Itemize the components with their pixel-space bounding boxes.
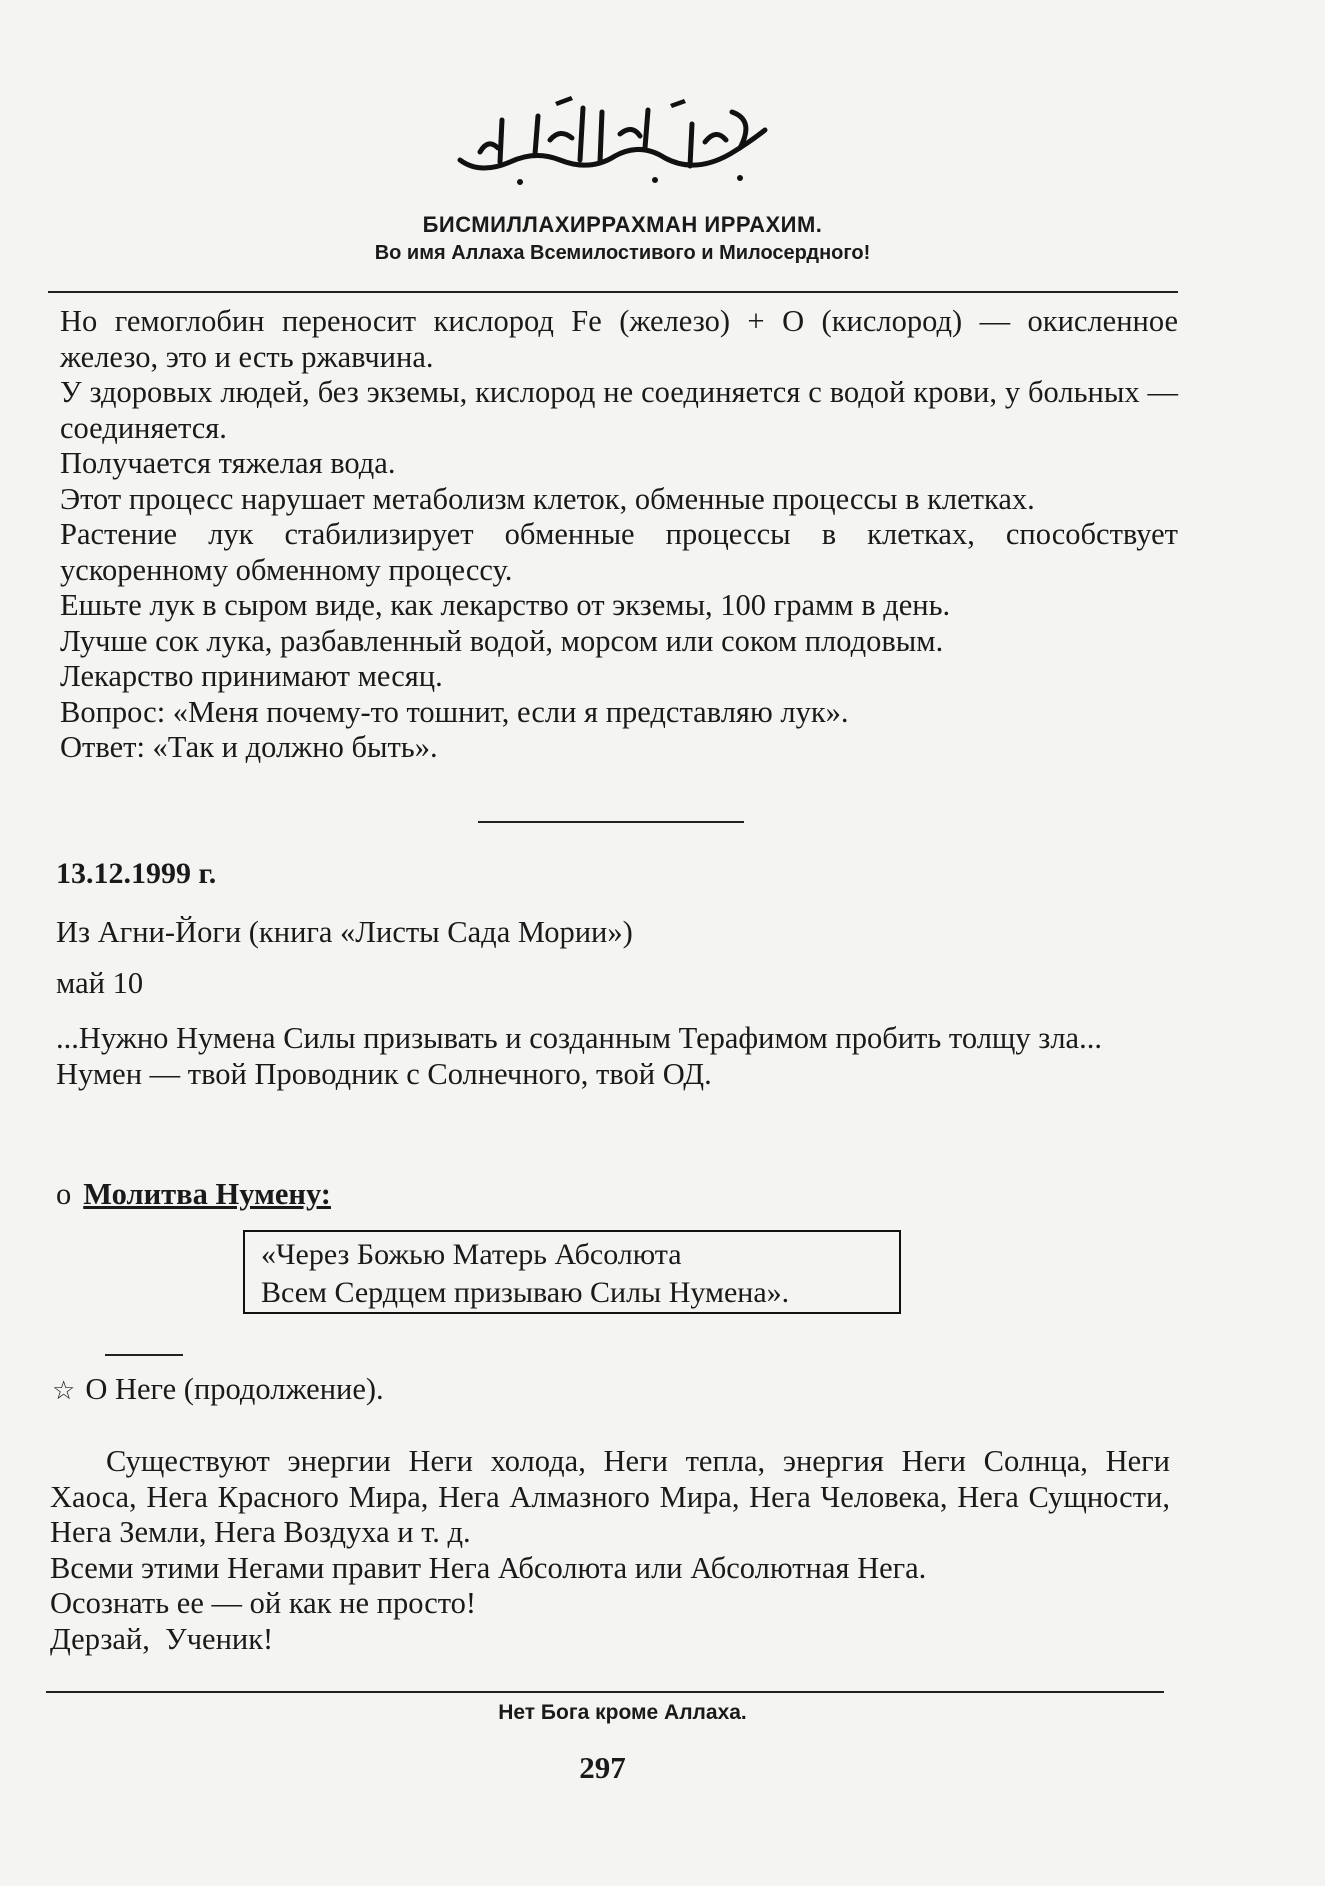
section-heading	[52, 1372, 384, 1407]
prayer-box	[243, 1230, 901, 1314]
paragraph: Ответ: «Так и должно быть».	[60, 730, 438, 764]
prayer-line: «Через Божью Матерь Абсолюта	[261, 1238, 682, 1271]
paragraph: Ешьте лук в сыром виде, как лекарство от экземы, 100 грамм в день.	[60, 588, 951, 622]
prayer-line: Всем Сердцем призываю Силы Нумена».	[261, 1276, 790, 1309]
prayer-heading	[56, 1177, 331, 1212]
quote-line: ...Нужно Нумена Силы призывать и созданным Терафимом пробить толщу зла...	[56, 1021, 1102, 1055]
header-title: БИСМИЛЛАХИРРАХМАН ИРРАХИМ.	[422, 212, 823, 237]
section-divider	[478, 821, 744, 823]
header-divider	[48, 291, 1178, 293]
page-number: 297	[579, 1750, 626, 1785]
paragraph: Существуют энергии Неги холода, Неги тепла, энергия Неги Солнца, Неги Хаоса, Нега Красного Мира, Нега Алмазного Мира, Нега Человека, Нега Сущности, Нега Земли, Нега Воздуха и т. д.	[50, 1444, 1170, 1549]
header-subtitle: Во имя Аллаха Всемилостивого и Милосердного!	[374, 242, 871, 264]
paragraph: Лучше сок лука, разбавленный водой, морсом или соком плодовым.	[60, 623, 944, 658]
paragraph: Вопрос: «Меня почему-то тошнит, если я представляю лук».	[60, 694, 849, 729]
section-heading-label: О Неге (продолжение).	[85, 1372, 384, 1406]
nega-text	[50, 1444, 1170, 1657]
paragraph: Растение лук стабилизирует обменные процессы в клетках, способствует ускоренному обменному процессу.	[60, 517, 1178, 587]
prayer-heading-label: Молитва Нумену:	[83, 1177, 331, 1211]
intro-text	[60, 304, 1178, 766]
paragraph: Этот процесс нарушает метаболизм клеток, обменные процессы в клетках.	[60, 481, 1035, 516]
short-divider	[105, 1354, 183, 1356]
entry-month: май 10	[56, 966, 144, 1000]
star-icon: ☆	[52, 1376, 76, 1405]
paragraph: Всеми этими Негами правит Нега Абсолюта или Абсолютная Нега.	[50, 1550, 927, 1585]
paragraph: Получается тяжелая вода.	[60, 446, 396, 480]
entry-source: Из Агни-Йоги (книга «Листы Сада Мории»)	[56, 915, 633, 949]
quote-line: Нумен — твой Проводник с Солнечного, твой ОД.	[56, 1057, 712, 1091]
footer-text: Нет Бога кроме Аллаха.	[498, 1701, 747, 1724]
bullet-icon: о	[56, 1177, 72, 1211]
paragraph: У здоровых людей, без экземы, кислород не соединяется с водой крови, у больных — соединяется.	[60, 375, 1178, 445]
bismillah-calligraphy	[440, 90, 780, 190]
paragraph: Осознать ее — ой как не просто!	[50, 1586, 477, 1620]
paragraph: Дерзай, Ученик!	[50, 1621, 274, 1656]
footer-divider	[46, 1691, 1164, 1693]
entry-quote	[56, 1020, 1176, 1092]
entry-date: 13.12.1999 г.	[56, 857, 217, 890]
paragraph: Но гемоглобин переносит кислород Fe (железо) + О (кислород) — окисленное железо, это и есть ржавчина.	[60, 304, 1178, 374]
paragraph: Лекарство принимают месяц.	[60, 659, 443, 693]
